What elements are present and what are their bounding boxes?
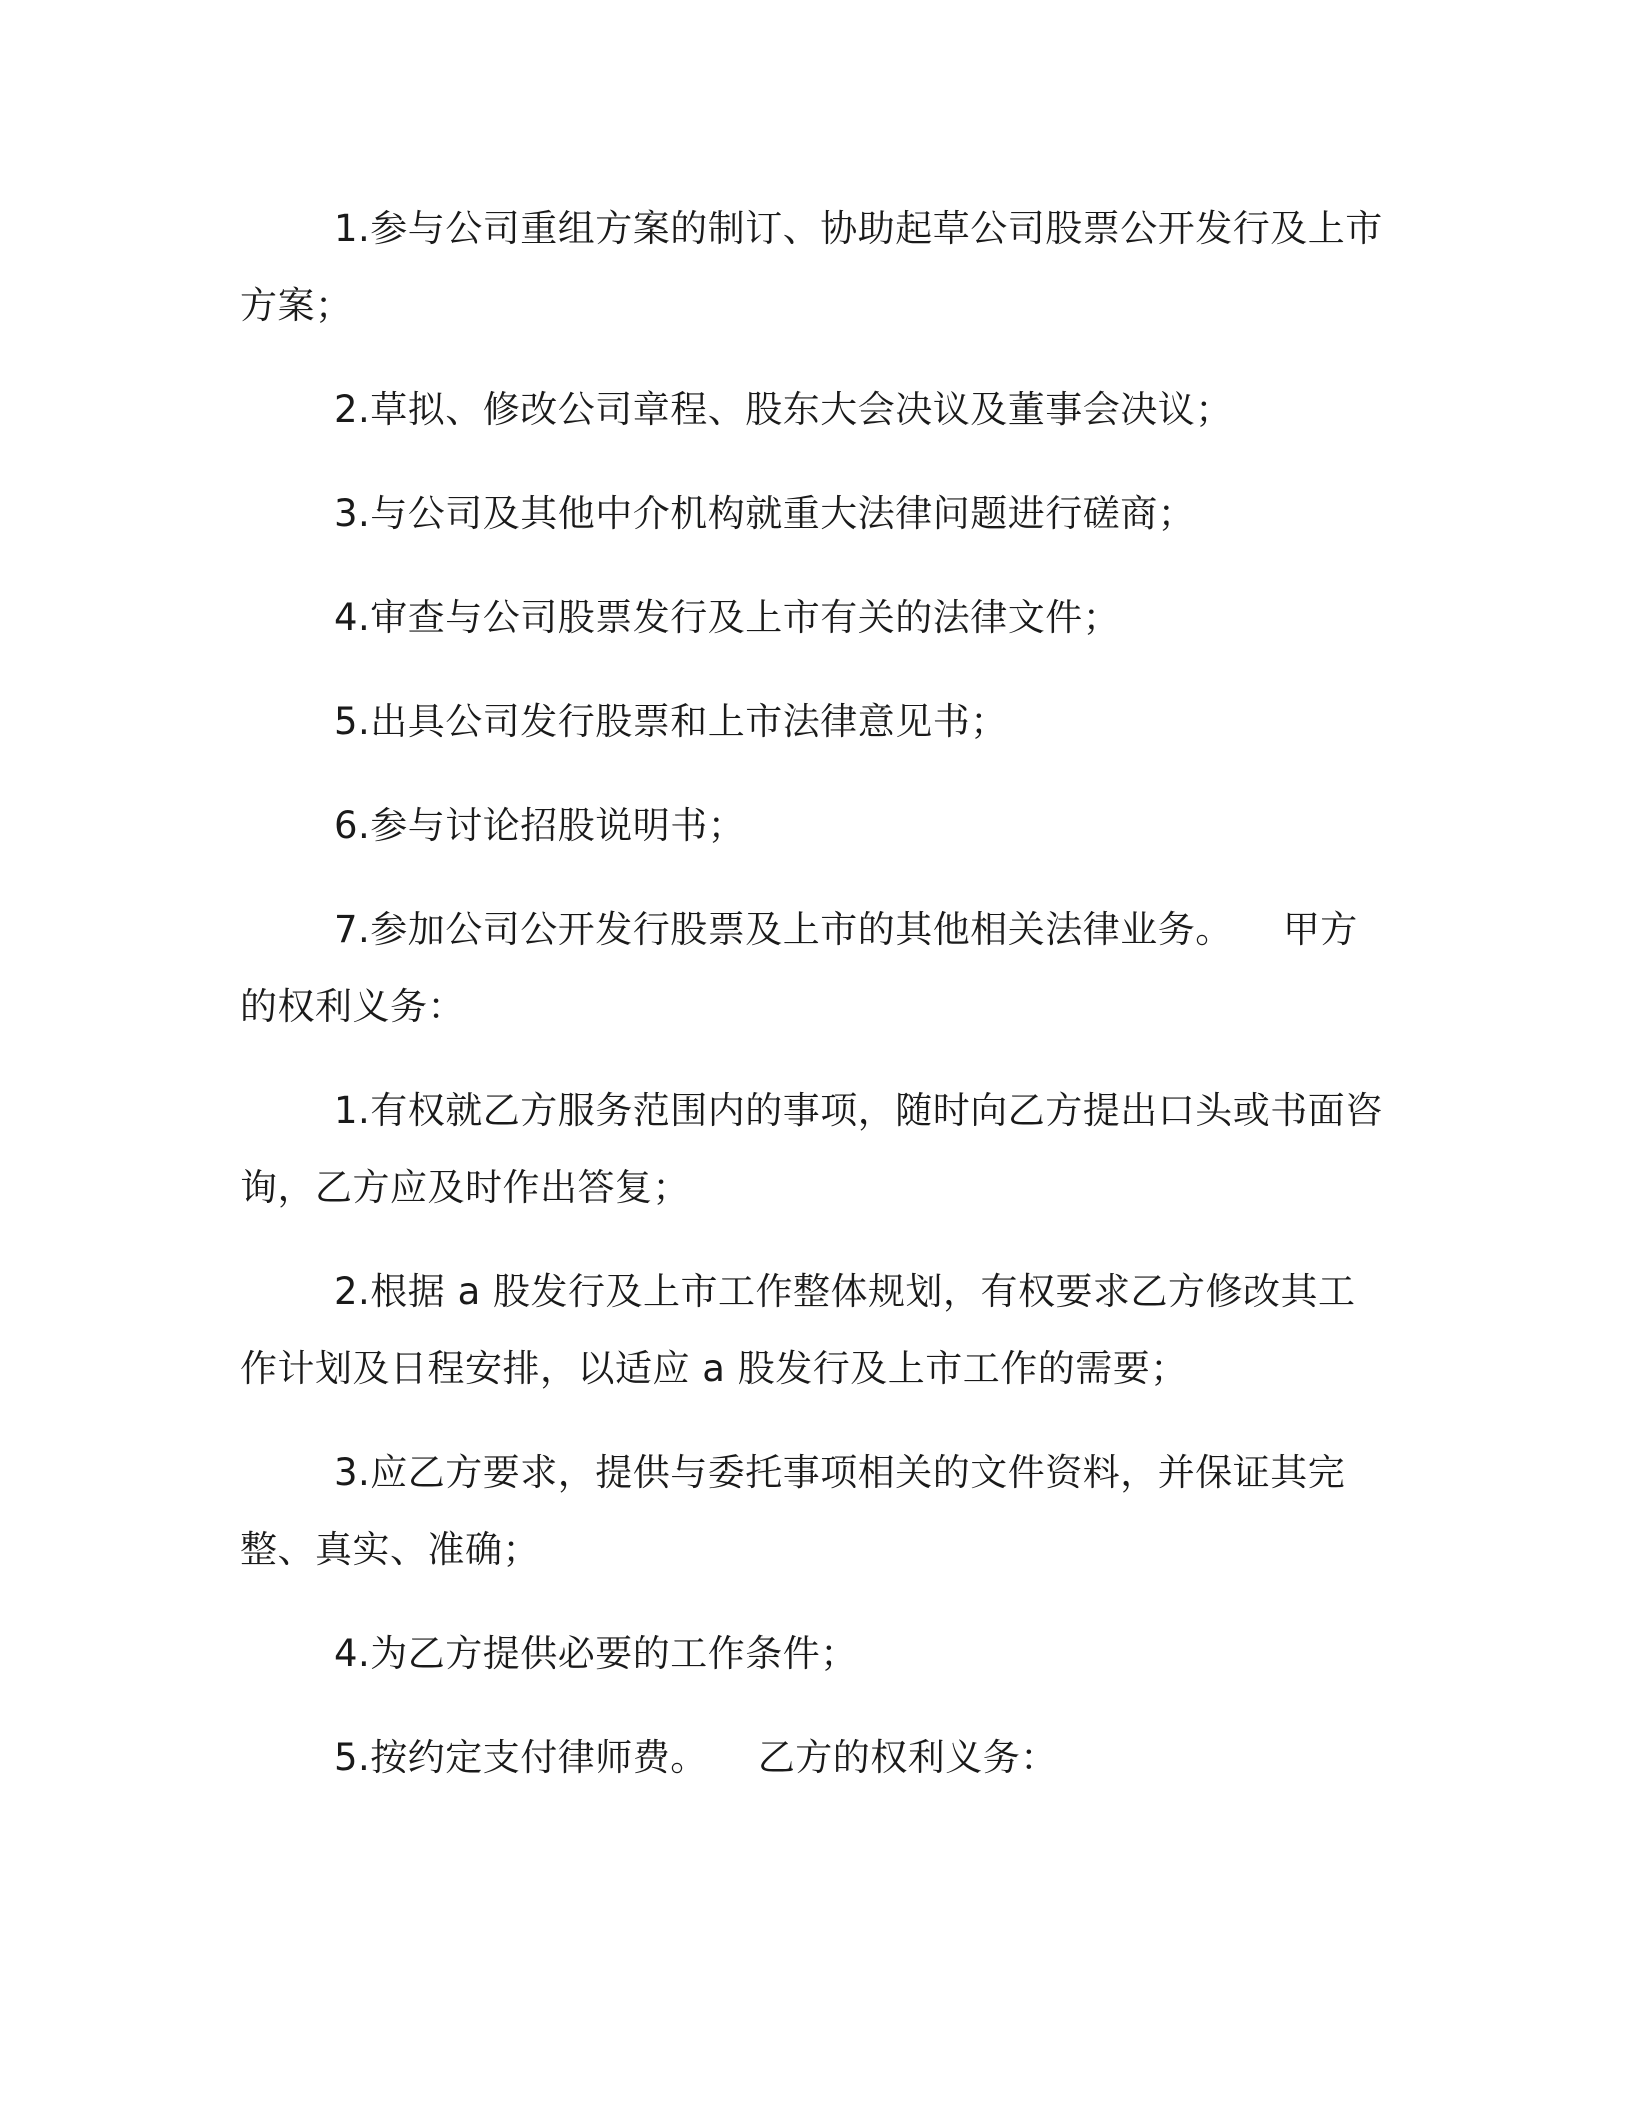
paragraph-9-text: 2.根据 a 股发行及上市工作整体规划，有权要求乙方修改其工作计划及日程安排，以适应 a 股发行及上市工作的需要； xyxy=(240,1270,1356,1390)
paragraph-5-text: 5.出具公司发行股票和上市法律意见书； xyxy=(334,700,1008,743)
paragraph-5 xyxy=(240,683,1390,760)
paragraph-11 xyxy=(240,1615,1390,1692)
paragraph-4-text: 4.审查与公司股票发行及上市有关的法律文件； xyxy=(334,596,1121,639)
paragraph-4 xyxy=(240,579,1390,656)
paragraph-2 xyxy=(240,371,1390,448)
paragraph-12-text: 5.按约定支付律师费。 xyxy=(334,1736,708,1779)
paragraph-7 xyxy=(240,891,1390,1045)
paragraph-8-text: 1.有权就乙方服务范围内的事项，随时向乙方提出口头或书面咨询，乙方应及时作出答复； xyxy=(240,1089,1383,1209)
paragraph-10-text: 3.应乙方要求，提供与委托事项相关的文件资料，并保证其完整、真实、准确； xyxy=(240,1451,1346,1571)
paragraph-1 xyxy=(240,190,1390,344)
paragraph-8 xyxy=(240,1072,1390,1226)
paragraph-1-text: 1.参与公司重组方案的制订、协助起草公司股票公开发行及上市方案； xyxy=(240,207,1383,327)
paragraph-6-text: 6.参与讨论招股说明书； xyxy=(334,804,746,847)
section-heading-party-b: 乙方的权利义务： xyxy=(757,1736,1058,1779)
paragraph-7-text: 7.参加公司公开发行股票及上市的其他相关法律业务。 xyxy=(334,908,1233,951)
paragraph-6 xyxy=(240,787,1390,864)
document-body xyxy=(240,190,1390,1823)
paragraph-10 xyxy=(240,1434,1390,1588)
paragraph-2-text: 2.草拟、修改公司章程、股东大会决议及董事会决议； xyxy=(334,388,1233,431)
paragraph-12 xyxy=(240,1719,1390,1796)
paragraph-3-text: 3.与公司及其他中介机构就重大法律问题进行磋商； xyxy=(334,492,1196,535)
paragraph-9 xyxy=(240,1253,1390,1407)
paragraph-11-text: 4.为乙方提供必要的工作条件； xyxy=(334,1632,858,1675)
paragraph-3 xyxy=(240,475,1390,552)
section-heading-party-a: 甲方的权利义务： xyxy=(240,908,1358,1028)
